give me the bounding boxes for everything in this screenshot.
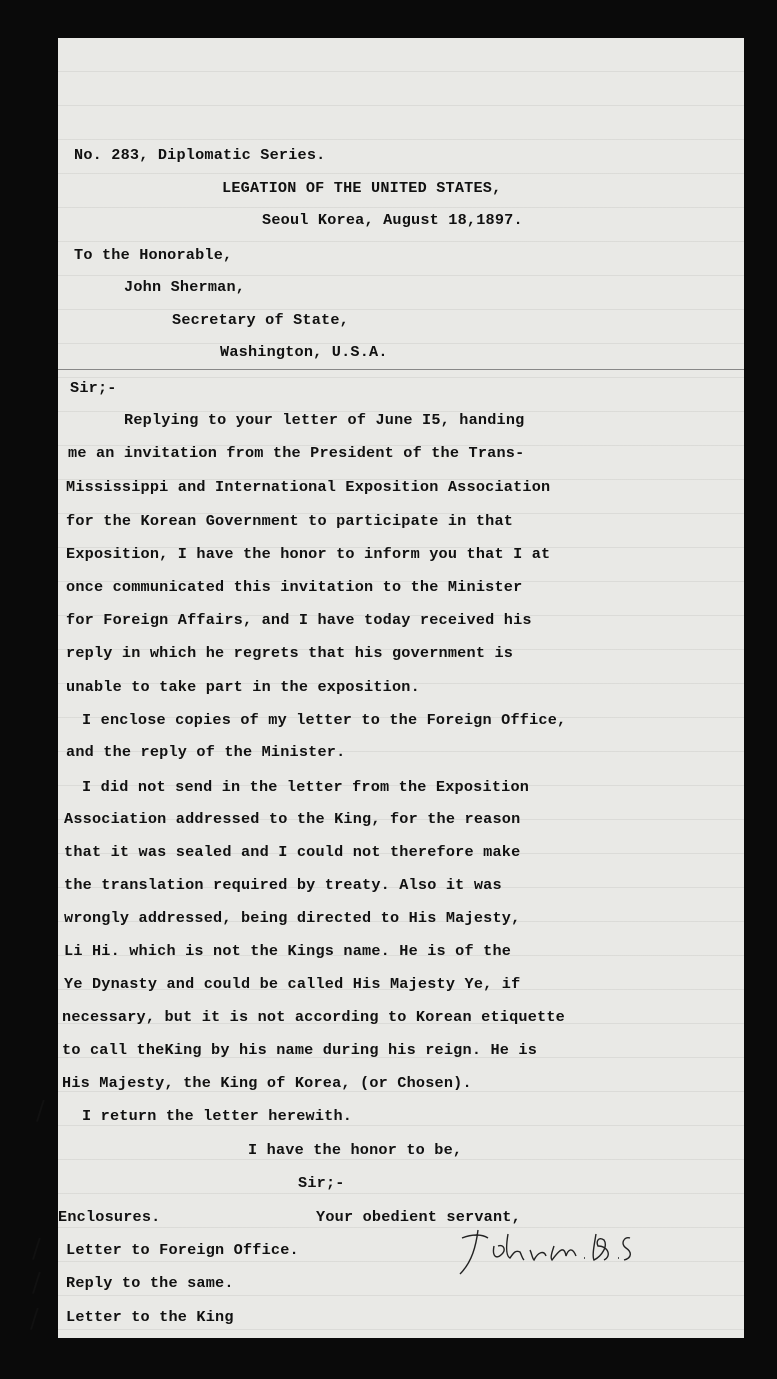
closing-sir: Sir;-: [298, 1174, 345, 1192]
body-line: for the Korean Government to participate in that: [66, 512, 514, 530]
closing-line: I have the honor to be,: [248, 1141, 463, 1159]
body-line: Ye Dynasty and could be called His Majesty Ye, if: [64, 975, 521, 993]
addressee-name: John Sherman,: [124, 278, 246, 296]
servant-line: Your obedient servant,: [316, 1208, 521, 1226]
addressee-title: Secretary of State,: [172, 311, 349, 329]
body-line: that it was sealed and I could not therefore make: [64, 843, 521, 861]
body-line: reply in which he regrets that his government is: [66, 644, 514, 662]
body-line: I enclose copies of my letter to the Foreign Office,: [82, 711, 567, 729]
body-line: Replying to your letter of June I5, handing: [124, 411, 525, 429]
enclosures-heading: Enclosures.: [58, 1208, 161, 1226]
salutation: Sir;-: [70, 379, 117, 397]
enclosure-item: Letter to the King: [66, 1308, 234, 1326]
body-line: I did not send in the letter from the Exposition: [82, 778, 530, 796]
enclosure-item: Reply to the same.: [66, 1274, 234, 1292]
margin-tick-mark: /: [36, 1096, 45, 1126]
letter-page: [30, 38, 744, 1338]
body-line: I return the letter herewith.: [82, 1107, 353, 1125]
body-line: and the reply of the Minister.: [66, 743, 346, 761]
place-date: Seoul Korea, August 18,1897.: [262, 211, 523, 229]
body-line: His Majesty, the King of Korea, (or Chosen).: [62, 1074, 472, 1092]
enclosure-item: Letter to Foreign Office.: [66, 1241, 299, 1259]
series-number: No. 283, Diplomatic Series.: [74, 146, 326, 164]
margin-tick-mark: /: [30, 1304, 39, 1334]
margin-tick-mark: /: [32, 1234, 41, 1264]
addressee-salutation: To the Honorable,: [74, 246, 233, 264]
body-line: unable to take part in the exposition.: [66, 678, 420, 696]
body-line: me an invitation from the President of the Trans-: [68, 444, 525, 462]
body-line: Li Hi. which is not the Kings name. He is of the: [64, 942, 512, 960]
margin-tick-mark: /: [32, 1268, 41, 1298]
body-line: the translation required by treaty. Also it was: [64, 876, 502, 894]
body-line: necessary, but it is not according to Korean etiquette: [62, 1008, 565, 1026]
body-line: to call theKing by his name during his reign. He is: [62, 1041, 538, 1059]
body-line: Association addressed to the King, for the reason: [64, 810, 521, 828]
addressee-city: Washington, U.S.A.: [220, 343, 388, 361]
body-line: for Foreign Affairs, and I have today received his: [66, 611, 532, 629]
body-line: Exposition, I have the honor to inform you that I at: [66, 545, 551, 563]
body-line: once communicated this invitation to the Minister: [66, 578, 523, 596]
body-line: Mississippi and International Exposition Association: [66, 478, 551, 496]
divider-rule: [58, 369, 744, 370]
legation-heading: LEGATION OF THE UNITED STATES,: [222, 179, 502, 197]
handwritten-signature: [448, 1216, 648, 1286]
body-line: wrongly addressed, being directed to His Majesty,: [64, 909, 521, 927]
